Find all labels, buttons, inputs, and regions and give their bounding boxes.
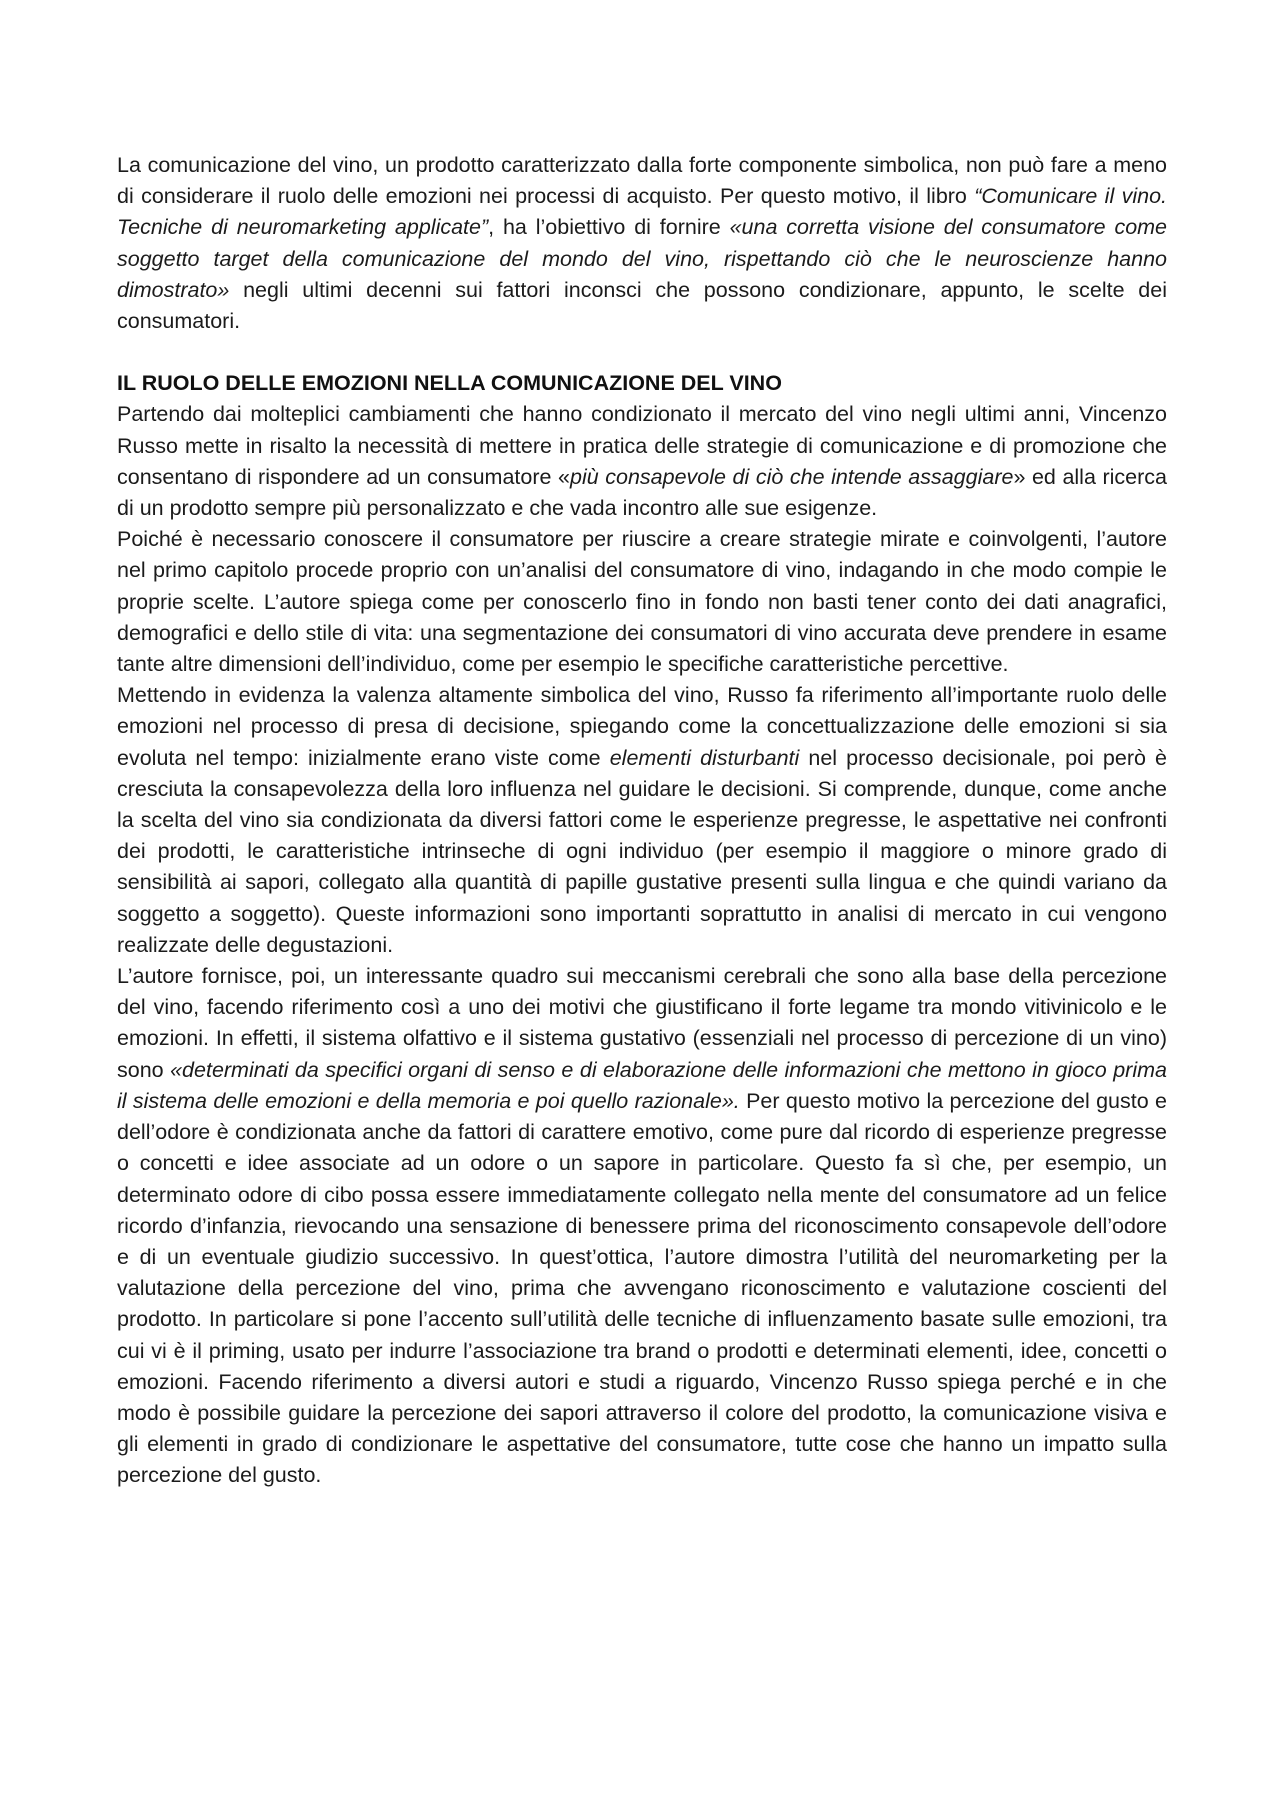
section-paragraph-2: Poiché è necessario conoscere il consumatore per riuscire a creare strategie mirate e coinvolgenti, l’autore nel primo capitolo procede proprio con un’analisi del consumatore di vino, indagando in che modo compie le proprie scelte. L’autore spiega come per conoscerlo fino in fondo non basti tener conto dei dati anagrafici, demografici e dello stile di vita: una segmentazione dei consumatori di vino accurata deve prendere in esame tante altre dimensioni dell’individuo, come per esempio le specifiche caratteristiche percettive. (117, 527, 1167, 677)
intro-paragraph (117, 150, 1167, 337)
p3-text-3: nel processo decisionale, poi però è cresciuta la consapevolezza della loro influenza nel guidare le decisioni. Si comprende, dunque, come anche la scelta del vino sia condizionata da diversi fattori come le esperienze pregresse, le aspettative nei confronti dei prodotti, le caratteristiche intrinseche di ogni individuo (per esempio il maggiore o minore grado di sensibilità ai sapori, collegato alla quantità di papille gustative presenti sulla lingua e che quindi variano da soggetto a soggetto). Queste informazioni sono importanti soprattutto in analisi di mercato in cui vengono realizzate delle degustazioni. (117, 745, 1168, 957)
p1-text-1: Partendo dai molteplici cambiamenti che hanno condizionato il mercato del vino negli ultimi anni, Vincenzo Russo mette in risalto la necessità di mettere in pratica delle strategie di comunicazione e di promozione che consentano di rispondere ad un consumatore « (117, 402, 1167, 489)
p4-quote: «determinati da specifici organi di senso e di elaborazione delle informazioni che mettono in gioco prima il sistema delle emozioni e della memoria e poi quello razionale». (117, 1057, 1167, 1113)
intro-text-3: , ha l’obiettivo di fornire (488, 215, 730, 240)
section-heading: IL RUOLO DELLE EMOZIONI NELLA COMUNICAZIONE DEL VINO (117, 371, 782, 396)
p1-quote: più consapevole di ciò che intende assaggiare (570, 464, 1014, 489)
intro-text-5: negli ultimi decenni sui fattori inconsci che possono condizionare, appunto, le scelte dei consumatori. (117, 277, 1167, 334)
p1-text-3: » ed alla ricerca di un prodotto sempre più personalizzato e che vada incontro alle sue esigenze. (117, 464, 1167, 521)
p4-text-3: Per questo motivo la percezione del gusto e dell’odore è condizionata anche da fattori di carattere emotivo, come pure dal ricordo di esperienze pregresse o concetti e idee associate ad un odore o un sapore in particolare. Questo fa sì che, per esempio, un determinato odore di cibo possa essere immediatamente collegato nella mente del consumatore ad un felice ricordo d’infanzia, rievocando una sensazione di benessere prima del riconoscimento consapevole dell’odore e di un eventuale giudizio successivo. In quest’ottica, l’autore dimostra l’utilità del neuromarketing per la valutazione della percezione del vino, prima che avvengano riconoscimento e valutazione coscienti del prodotto. In particolare si pone l’accento sull’utilità delle tecniche di influenzamento basate sulle emozioni, tra cui vi è il priming, usato per indurre l’associazione tra brand o prodotti e determinati elementi, idee, concetti o emozioni. Facendo riferimento a diversi autori e studi a riguardo, Vincenzo Russo spiega perché e in che modo è possibile guidare la percezione dei sapori attraverso il colore del prodotto, la comunicazione visiva e gli elementi in grado di condizionare le aspettative del consumatore, tutte cose che hanno un impatto sulla percezione del gusto. (117, 1088, 1167, 1488)
section-paragraph-3 (117, 680, 1167, 961)
section-paragraph-4 (117, 961, 1167, 1491)
document-page (117, 150, 1167, 1492)
p3-emphasis: elementi disturbanti (609, 745, 800, 770)
p4-text-1: L’autore fornisce, poi, un interessante quadro sui meccanismi cerebrali che sono alla base della percezione del vino, facendo riferimento così a uno dei motivi che giustificano il forte legame tra mondo vitivinicolo e le emozioni. In effetti, il sistema olfattivo e il sistema gustativo (essenziali nel processo di percezione di un vino) sono (117, 964, 1167, 1082)
intro-text-1: La comunicazione del vino, un prodotto caratterizzato dalla forte componente simbolica, non può fare a meno di considerare il ruolo delle emozioni nei processi di acquisto. Per questo motivo, il libro (117, 153, 1167, 209)
section-paragraph-1 (117, 399, 1167, 524)
book-quote: «una corretta visione del consumatore come soggetto target della comunicazione del mondo del vino, rispettando ciò che le neuroscienze hanno dimostrato» (117, 215, 1168, 302)
p3-text-1: Mettendo in evidenza la valenza altamente simbolica del vino, Russo fa riferimento all’importante ruolo delle emozioni nel processo di presa di decisione, spiegando come la concettualizzazione delle emozioni si sia evoluta nel tempo: inizialmente erano viste come (117, 683, 1167, 770)
book-title: “Comunicare il vino. Tecniche di neuromarketing applicate” (117, 184, 1167, 240)
